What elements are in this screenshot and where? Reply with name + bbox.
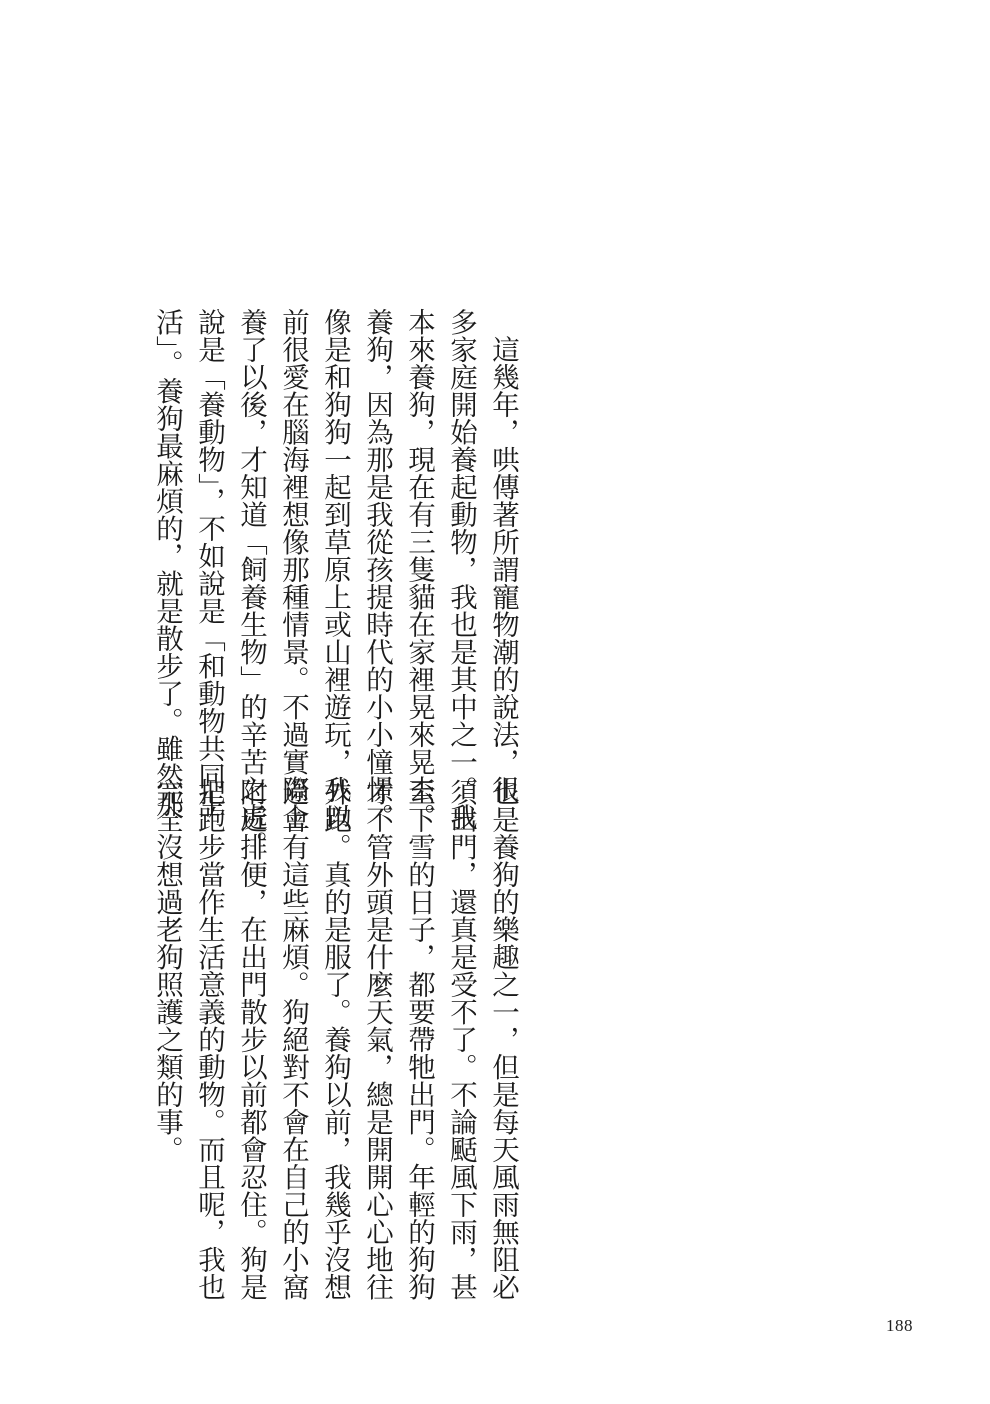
text-column: 至下雪的日子，都要帶牠出門。年輕的狗狗 — [403, 778, 435, 1301]
text-column: 這幾年，哄傳著所謂寵物潮的說法，很 — [487, 308, 519, 803]
text-column: 外跑。真的是服了。養狗以前，我幾乎沒想 — [319, 778, 351, 1301]
text-column: 才不管外頭是什麼天氣，總是開開心心地往 — [361, 778, 393, 1301]
text-column: 附近排便，在出門散步以前都會忍住。狗是 — [235, 778, 267, 1301]
text-column: 多家庭開始養起動物，我也是其中之一。我 — [445, 308, 477, 831]
text-column: 完全沒想過老狗照護之類的事。 — [151, 778, 183, 1163]
text-block-upper — [146, 308, 524, 858]
text-column: 說是「養動物」，不如說是「和動物共同生 — [193, 308, 225, 817]
text-column: 本來養狗，現在有三隻貓在家裡晃來晃去。 — [403, 308, 435, 831]
text-column: 也是養狗的樂趣之一，但是每天風雨無阻必 — [487, 778, 519, 1301]
text-column: 養狗，因為那是我從孩提時代的小小憧憬。 — [361, 308, 393, 831]
text-column: 須出門，還真是受不了。不論颳風下雨，甚 — [445, 778, 477, 1301]
text-block-lower — [146, 778, 524, 1301]
page-number: 188 — [886, 1316, 913, 1335]
text-column: 過會有這些麻煩。狗絕對不會在自己的小窩 — [277, 778, 309, 1301]
text-column: 養了以後，才知道「飼養生物」的辛苦之處。 — [235, 308, 267, 858]
text-column: 前很愛在腦海裡想像那種情景。不過實際上 — [277, 308, 309, 831]
text-column: 活」。養狗最麻煩的，就是散步了。雖然那 — [151, 308, 183, 817]
text-column: 把跑步當作生活意義的動物。而且呢，我也 — [193, 778, 225, 1301]
text-column: 像是和狗狗一起到草原上或山裡遊玩，我以 — [319, 308, 351, 831]
